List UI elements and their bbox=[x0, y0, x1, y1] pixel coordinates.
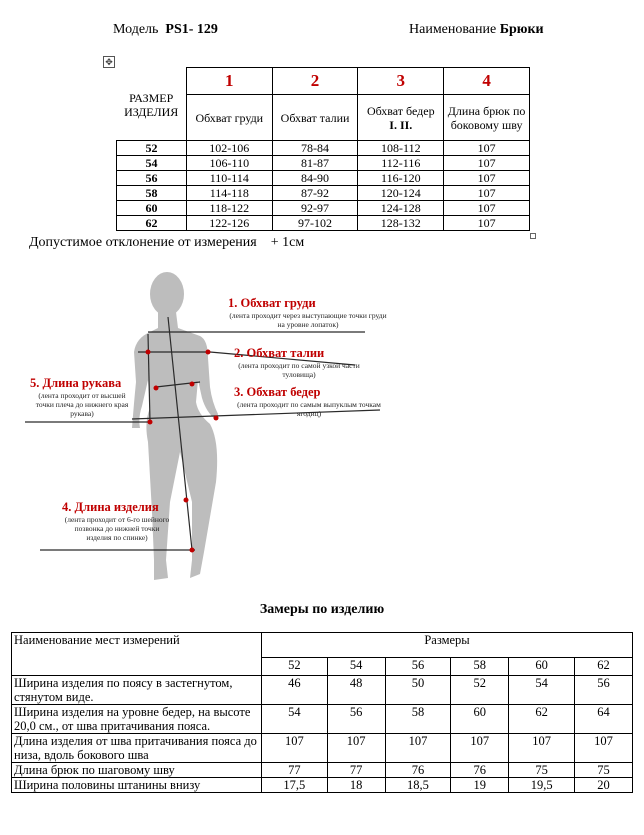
size-cell: 52 bbox=[117, 141, 187, 156]
measure-value: 56 bbox=[327, 705, 385, 734]
value-cell: 108-112 bbox=[358, 141, 444, 156]
size-cell: 62 bbox=[117, 216, 187, 231]
label-hips-note: (лента проходит по самым выпуклым точкам ягодиц) bbox=[237, 400, 381, 418]
measure-value: 62 bbox=[509, 705, 575, 734]
measure-value: 19,5 bbox=[509, 778, 575, 793]
label-hips bbox=[234, 385, 384, 418]
col-number: 4 bbox=[444, 68, 530, 95]
value-cell: 78-84 bbox=[272, 141, 358, 156]
value-cell: 92-97 bbox=[272, 201, 358, 216]
col-title-text: Обхват бедер bbox=[366, 103, 435, 118]
measurements-table bbox=[11, 632, 633, 793]
value-cell: 112-116 bbox=[358, 156, 444, 171]
value-cell: 124-128 bbox=[358, 201, 444, 216]
value-cell: 116-120 bbox=[358, 171, 444, 186]
tolerance-value: + 1см bbox=[270, 235, 305, 250]
model-value: PS1- 129 bbox=[165, 22, 218, 37]
size-column-header: 60 bbox=[509, 658, 575, 676]
value-cell: 97-102 bbox=[272, 216, 358, 231]
value-cell: 107 bbox=[444, 216, 530, 231]
measure-value: 19 bbox=[451, 778, 509, 793]
measure-row bbox=[12, 676, 633, 705]
measure-name: Длина брюк по шаговому шву bbox=[12, 763, 262, 778]
size-column-header: 56 bbox=[385, 658, 451, 676]
size-header-text: РАЗМЕР ИЗДЕЛИЯ bbox=[124, 90, 179, 119]
size-column-header: 52 bbox=[262, 658, 328, 676]
value-cell: 107 bbox=[444, 171, 530, 186]
value-cell: 102-106 bbox=[186, 141, 272, 156]
measure-rows bbox=[12, 676, 633, 793]
size-table bbox=[116, 67, 530, 231]
measure-value: 54 bbox=[262, 705, 328, 734]
col-number: 3 bbox=[358, 68, 444, 95]
label-hips-title: 3. Обхват бедер bbox=[234, 385, 321, 399]
label-length-note: (лента проходит от 6-го шейного позвонка до нижней точки изделия по спинке) bbox=[64, 515, 170, 542]
measure-row bbox=[12, 778, 633, 793]
table-move-icon[interactable]: ✥ bbox=[103, 56, 115, 68]
measure-value: 54 bbox=[509, 676, 575, 705]
col-number: 2 bbox=[272, 68, 358, 95]
value-cell: 106-110 bbox=[186, 156, 272, 171]
measure-value: 50 bbox=[385, 676, 451, 705]
value-cell: 87-92 bbox=[272, 186, 358, 201]
measure-value: 56 bbox=[574, 676, 632, 705]
size-column-header: 58 bbox=[451, 658, 509, 676]
measure-value: 64 bbox=[574, 705, 632, 734]
label-sleeve bbox=[30, 376, 134, 418]
label-length-title: 4. Длина изделия bbox=[62, 500, 159, 514]
col-title: Длина брюк по боковому шву bbox=[444, 95, 530, 141]
measure-value: 58 bbox=[385, 705, 451, 734]
value-cell: 107 bbox=[444, 141, 530, 156]
size-rows bbox=[117, 141, 530, 231]
measure-value: 107 bbox=[327, 734, 385, 763]
value-cell: 107 bbox=[444, 201, 530, 216]
col-title bbox=[358, 95, 444, 141]
col-title: Обхват груди bbox=[186, 95, 272, 141]
measure-value: 107 bbox=[385, 734, 451, 763]
sizes-header: Размеры bbox=[262, 633, 633, 658]
name-value: Брюки bbox=[499, 22, 544, 37]
value-cell: 107 bbox=[444, 186, 530, 201]
size-cell: 54 bbox=[117, 156, 187, 171]
measure-value: 76 bbox=[451, 763, 509, 778]
measure-name: Ширина половины штанины внизу bbox=[12, 778, 262, 793]
value-cell: 114-118 bbox=[186, 186, 272, 201]
size-cell: 60 bbox=[117, 201, 187, 216]
measure-value: 20 bbox=[574, 778, 632, 793]
measure-value: 52 bbox=[451, 676, 509, 705]
label-waist bbox=[234, 346, 364, 379]
measure-section-title: Замеры по изделию bbox=[259, 602, 385, 617]
size-header bbox=[117, 68, 187, 141]
value-cell: 118-122 bbox=[186, 201, 272, 216]
measure-value: 60 bbox=[451, 705, 509, 734]
measure-value: 77 bbox=[262, 763, 328, 778]
name-label: Наименование bbox=[409, 22, 497, 37]
value-cell: 120-124 bbox=[358, 186, 444, 201]
value-cell: 84-90 bbox=[272, 171, 358, 186]
label-chest-note: (лента проходит через выступающие точки груди на уровне лопаток) bbox=[229, 311, 387, 329]
measure-value: 18,5 bbox=[385, 778, 451, 793]
size-row bbox=[117, 186, 530, 201]
label-waist-title: 2. Обхват талии bbox=[234, 346, 325, 360]
measure-name: Ширина изделия на уровне бедер, на высоте 20,0 см., от шва притачивания пояса. bbox=[12, 705, 262, 734]
measure-value: 107 bbox=[509, 734, 575, 763]
measure-value: 75 bbox=[574, 763, 632, 778]
size-row bbox=[117, 171, 530, 186]
value-cell: 122-126 bbox=[186, 216, 272, 231]
size-column-header: 62 bbox=[574, 658, 632, 676]
measure-value: 107 bbox=[262, 734, 328, 763]
measure-name: Длина изделия от шва притачивания пояса до низа, вдоль бокового шва bbox=[12, 734, 262, 763]
size-row bbox=[117, 216, 530, 231]
model-line bbox=[113, 22, 218, 38]
label-sleeve-title: 5. Длина рукава bbox=[30, 376, 122, 390]
value-cell: 128-132 bbox=[358, 216, 444, 231]
measure-value: 77 bbox=[327, 763, 385, 778]
model-label: Модель bbox=[113, 22, 159, 37]
measure-row bbox=[12, 734, 633, 763]
measure-value: 107 bbox=[574, 734, 632, 763]
size-cell: 58 bbox=[117, 186, 187, 201]
tolerance-text: Допустимое отклонение от измерения bbox=[29, 235, 257, 250]
size-row bbox=[117, 156, 530, 171]
measure-value: 76 bbox=[385, 763, 451, 778]
label-chest bbox=[228, 296, 388, 329]
col-number: 1 bbox=[186, 68, 272, 95]
table-resize-handle[interactable] bbox=[530, 233, 536, 239]
col-title: Обхват талии bbox=[272, 95, 358, 141]
size-column-header: 54 bbox=[327, 658, 385, 676]
size-cell: 56 bbox=[117, 171, 187, 186]
measure-value: 46 bbox=[262, 676, 328, 705]
value-cell: 81-87 bbox=[272, 156, 358, 171]
size-row bbox=[117, 201, 530, 216]
label-waist-note: (лента проходит по самой узкой части туловища) bbox=[238, 361, 360, 379]
measure-row bbox=[12, 763, 633, 778]
size-row bbox=[117, 141, 530, 156]
value-cell: 110-114 bbox=[186, 171, 272, 186]
measure-value: 18 bbox=[327, 778, 385, 793]
measure-name: Ширина изделия по поясу в застегнутом, стянутом виде. bbox=[12, 676, 262, 705]
label-sleeve-note: (лента проходит от высшей точки плеча до нижнего края рукава) bbox=[35, 391, 129, 418]
measure-value: 17,5 bbox=[262, 778, 328, 793]
measure-value: 75 bbox=[509, 763, 575, 778]
col-title-extra: I. II. bbox=[389, 117, 413, 132]
measure-value: 107 bbox=[451, 734, 509, 763]
measure-value: 48 bbox=[327, 676, 385, 705]
label-chest-title: 1. Обхват груди bbox=[228, 296, 316, 310]
value-cell: 107 bbox=[444, 156, 530, 171]
tolerance-line bbox=[29, 235, 304, 251]
measure-row bbox=[12, 705, 633, 734]
name-header: Наименование мест измерений bbox=[12, 633, 262, 676]
product-name-line bbox=[409, 22, 544, 38]
label-length bbox=[62, 500, 172, 542]
